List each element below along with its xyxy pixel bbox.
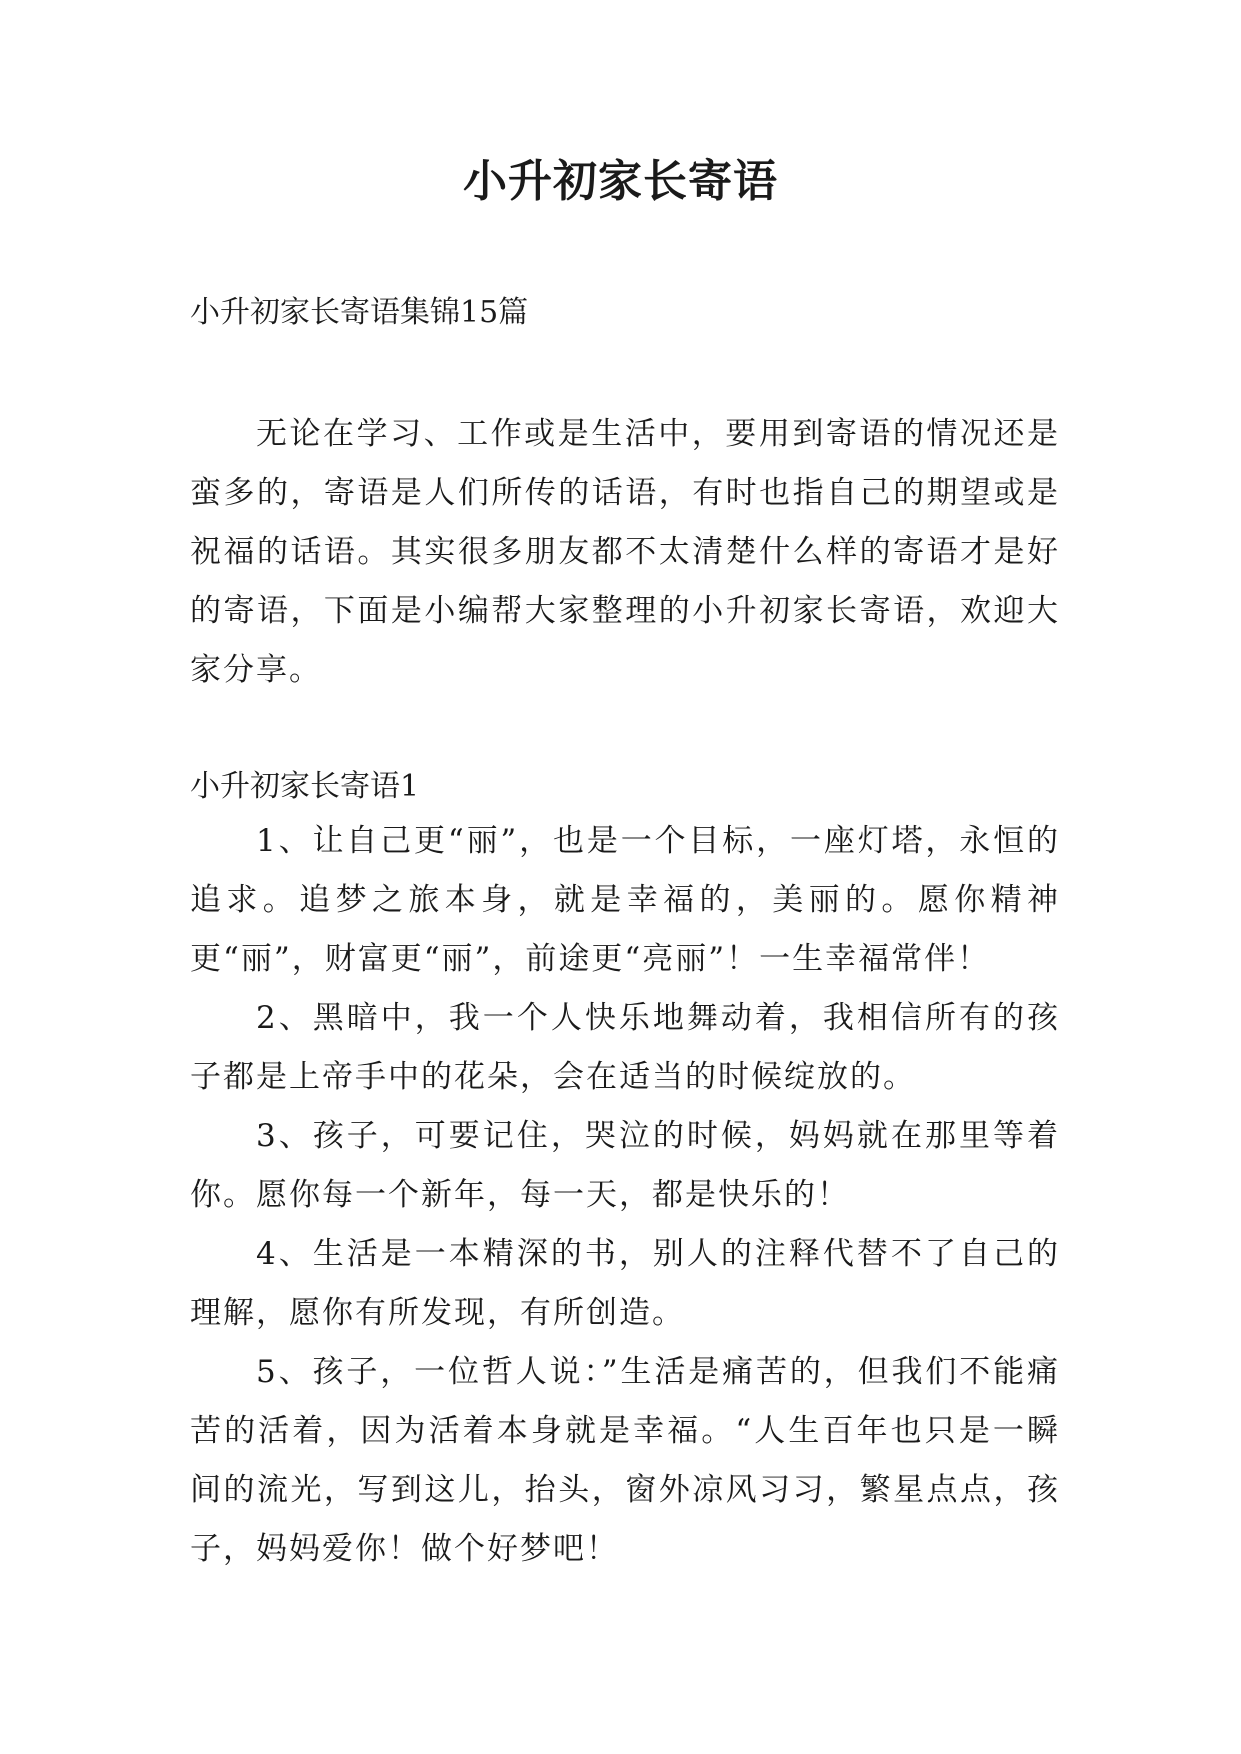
intro-paragraph: 无论在学习、工作或是生活中，要用到寄语的情况还是蛮多的，寄语是人们所传的话语，有时也指自己的期望或是祝福的话语。其实很多朋友都不太清楚什么样的寄语才是好的寄语，下面是小编帮大家整理的小升初家长寄语，欢迎大家分享。 [190,416,1060,688]
document-title: 小升初家长寄语 [463,156,778,207]
message-item: 5、孩子，一位哲人说：”生活是痛苦的，但我们不能痛苦的活着，因为活着本身就是幸福。“人生百年也只是一瞬间的流光，写到这儿，抬头，窗外凉风习习，繁星点点，孩子，妈妈爱你！做个好梦吧！ [190,1354,1060,1567]
message-item: 2、黑暗中，我一个人快乐地舞动着，我相信所有的孩子都是上帝手中的花朵，会在适当的时候绽放的。 [190,1000,1060,1095]
message-item: 3、孩子，可要记住，哭泣的时候，妈妈就在那里等着你。愿你每一个新年，每一天，都是快乐的！ [190,1118,1060,1213]
message-item: 1、让自己更“丽”，也是一个目标，一座灯塔，永恒的追求。追梦之旅本身，就是幸福的，美丽的。愿你精神更“丽”，财富更“丽”，前途更“亮丽”！一生幸福常伴！ [190,823,1060,977]
document-subtitle: 小升初家长寄语集锦15篇 [190,295,529,330]
message-list [190,812,1060,1579]
section-heading: 小升初家长寄语1 [190,769,420,804]
message-item: 4、生活是一本精深的书，别人的注释代替不了自己的理解，愿你有所发现，有所创造。 [190,1236,1060,1331]
